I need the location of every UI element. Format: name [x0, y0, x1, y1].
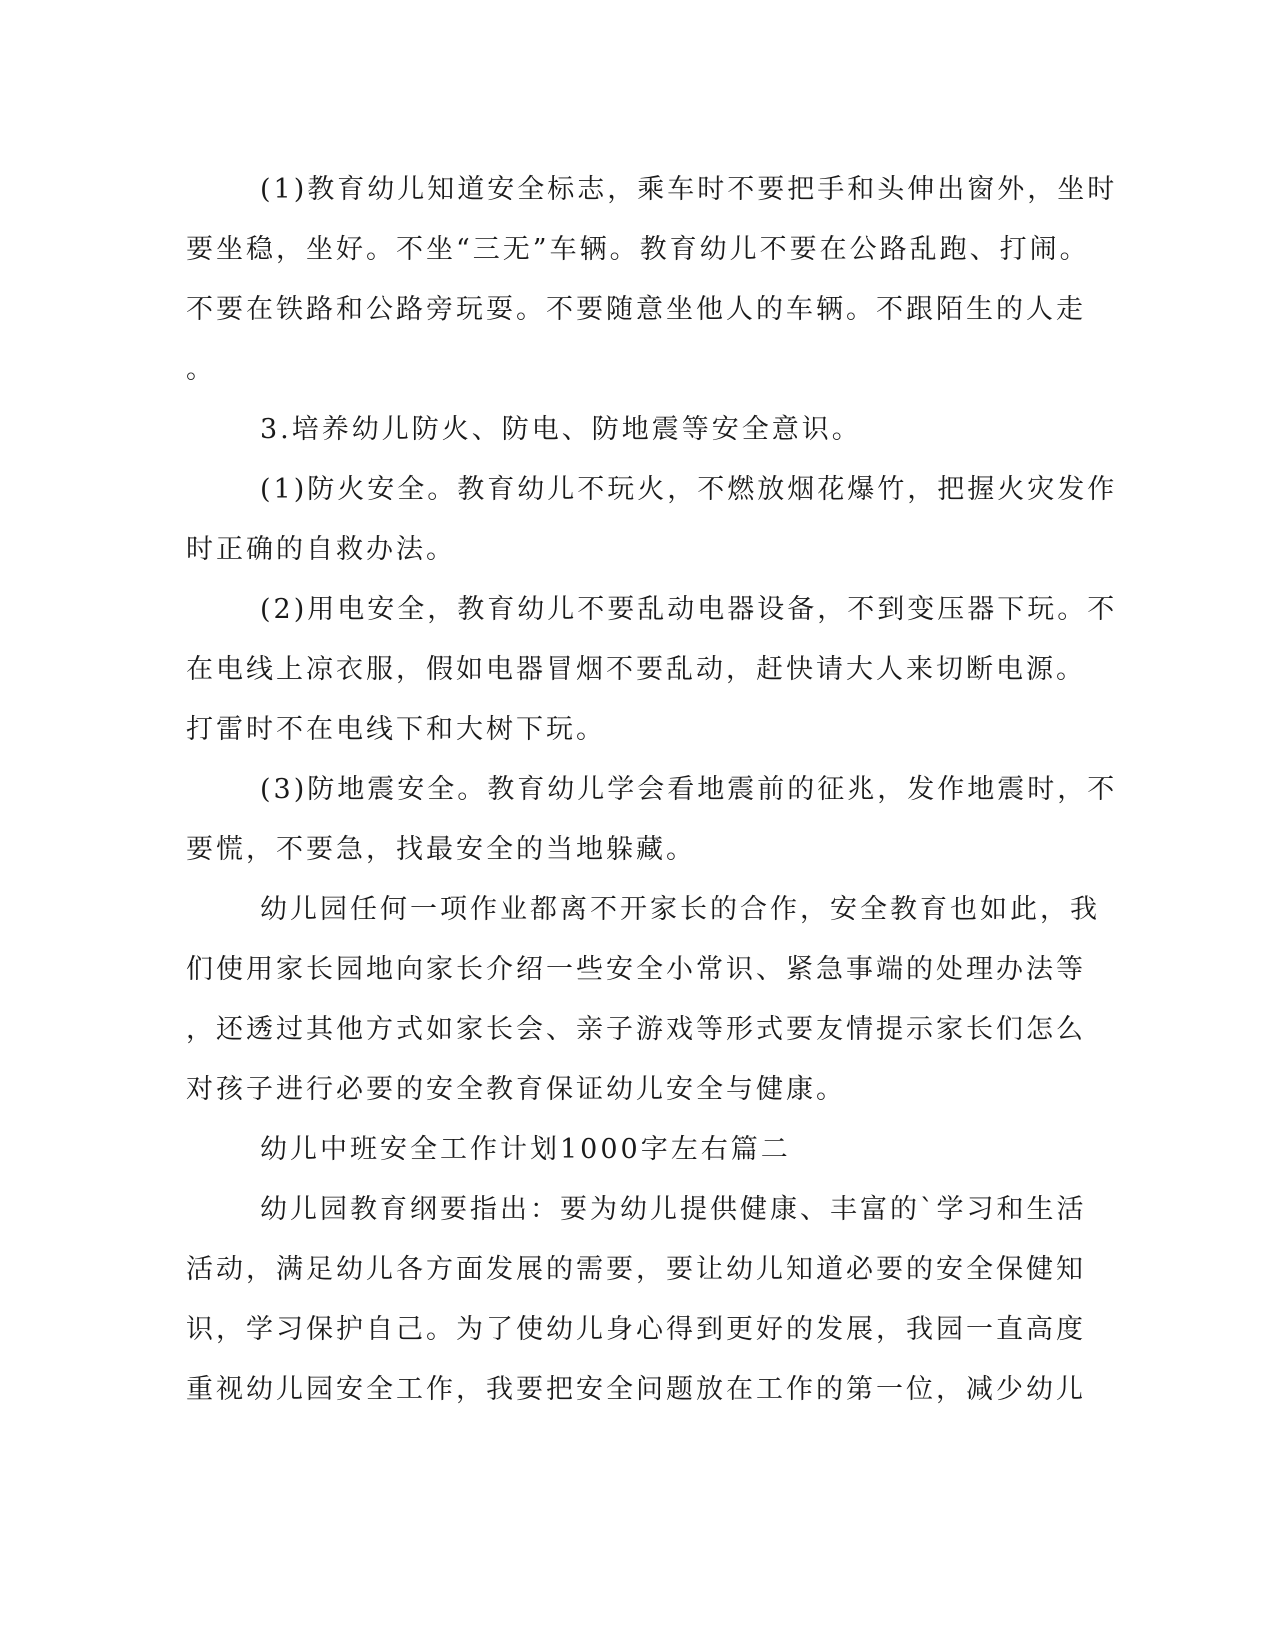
text-line: (3)防地震安全。教育幼儿学会看地震前的征兆，发作地震时，不: [260, 774, 1118, 805]
section-heading: 3.培养幼儿防火、防电、防地震等安全意识。: [260, 414, 862, 445]
text-line: 重视幼儿园安全工作，我要把安全问题放在工作的第一位，减少幼儿: [186, 1374, 1086, 1405]
text-line: 打雷时不在电线下和大树下玩。: [186, 714, 606, 745]
text-line: 。: [186, 354, 216, 385]
text-line: (2)用电安全，教育幼儿不要乱动电器设备，不到变压器下玩。不: [260, 594, 1118, 625]
text-line: 不要在铁路和公路旁玩耍。不要随意坐他人的车辆。不跟陌生的人走: [186, 294, 1086, 325]
text-line: 幼儿园任何一项作业都离不开家长的合作，安全教育也如此，我: [260, 894, 1100, 925]
text-line: 识，学习保护自己。为了使幼儿身心得到更好的发展，我园一直高度: [186, 1314, 1086, 1345]
text-line: (1)教育幼儿知道安全标志，乘车时不要把手和头伸出窗外，坐时: [260, 174, 1118, 205]
text-line: 们使用家长园地向家长介绍一些安全小常识、紧急事端的处理办法等: [186, 954, 1086, 985]
document-body: [186, 160, 1118, 1420]
text-line: ，还透过其他方式如家长会、亲子游戏等形式要友情提示家长们怎么: [186, 1014, 1086, 1045]
text-line: 对孩子进行必要的安全教育保证幼儿安全与健康。: [186, 1074, 846, 1105]
text-line: 活动，满足幼儿各方面发展的需要，要让幼儿知道必要的安全保健知: [186, 1254, 1086, 1285]
section-title: 幼儿中班安全工作计划1000字左右篇二: [260, 1134, 791, 1165]
text-line: 时正确的自救办法。: [186, 534, 456, 565]
text-line: 要坐稳，坐好。不坐“三无”车辆。教育幼儿不要在公路乱跑、打闹。: [186, 234, 1090, 265]
text-line: 幼儿园教育纲要指出：要为幼儿提供健康、丰富的`学习和生活: [260, 1194, 1087, 1225]
text-line: 要慌，不要急，找最安全的当地躲藏。: [186, 834, 696, 865]
text-line: (1)防火安全。教育幼儿不玩火，不燃放烟花爆竹，把握火灾发作: [260, 474, 1118, 505]
text-line: 在电线上凉衣服，假如电器冒烟不要乱动，赶快请大人来切断电源。: [186, 654, 1086, 685]
